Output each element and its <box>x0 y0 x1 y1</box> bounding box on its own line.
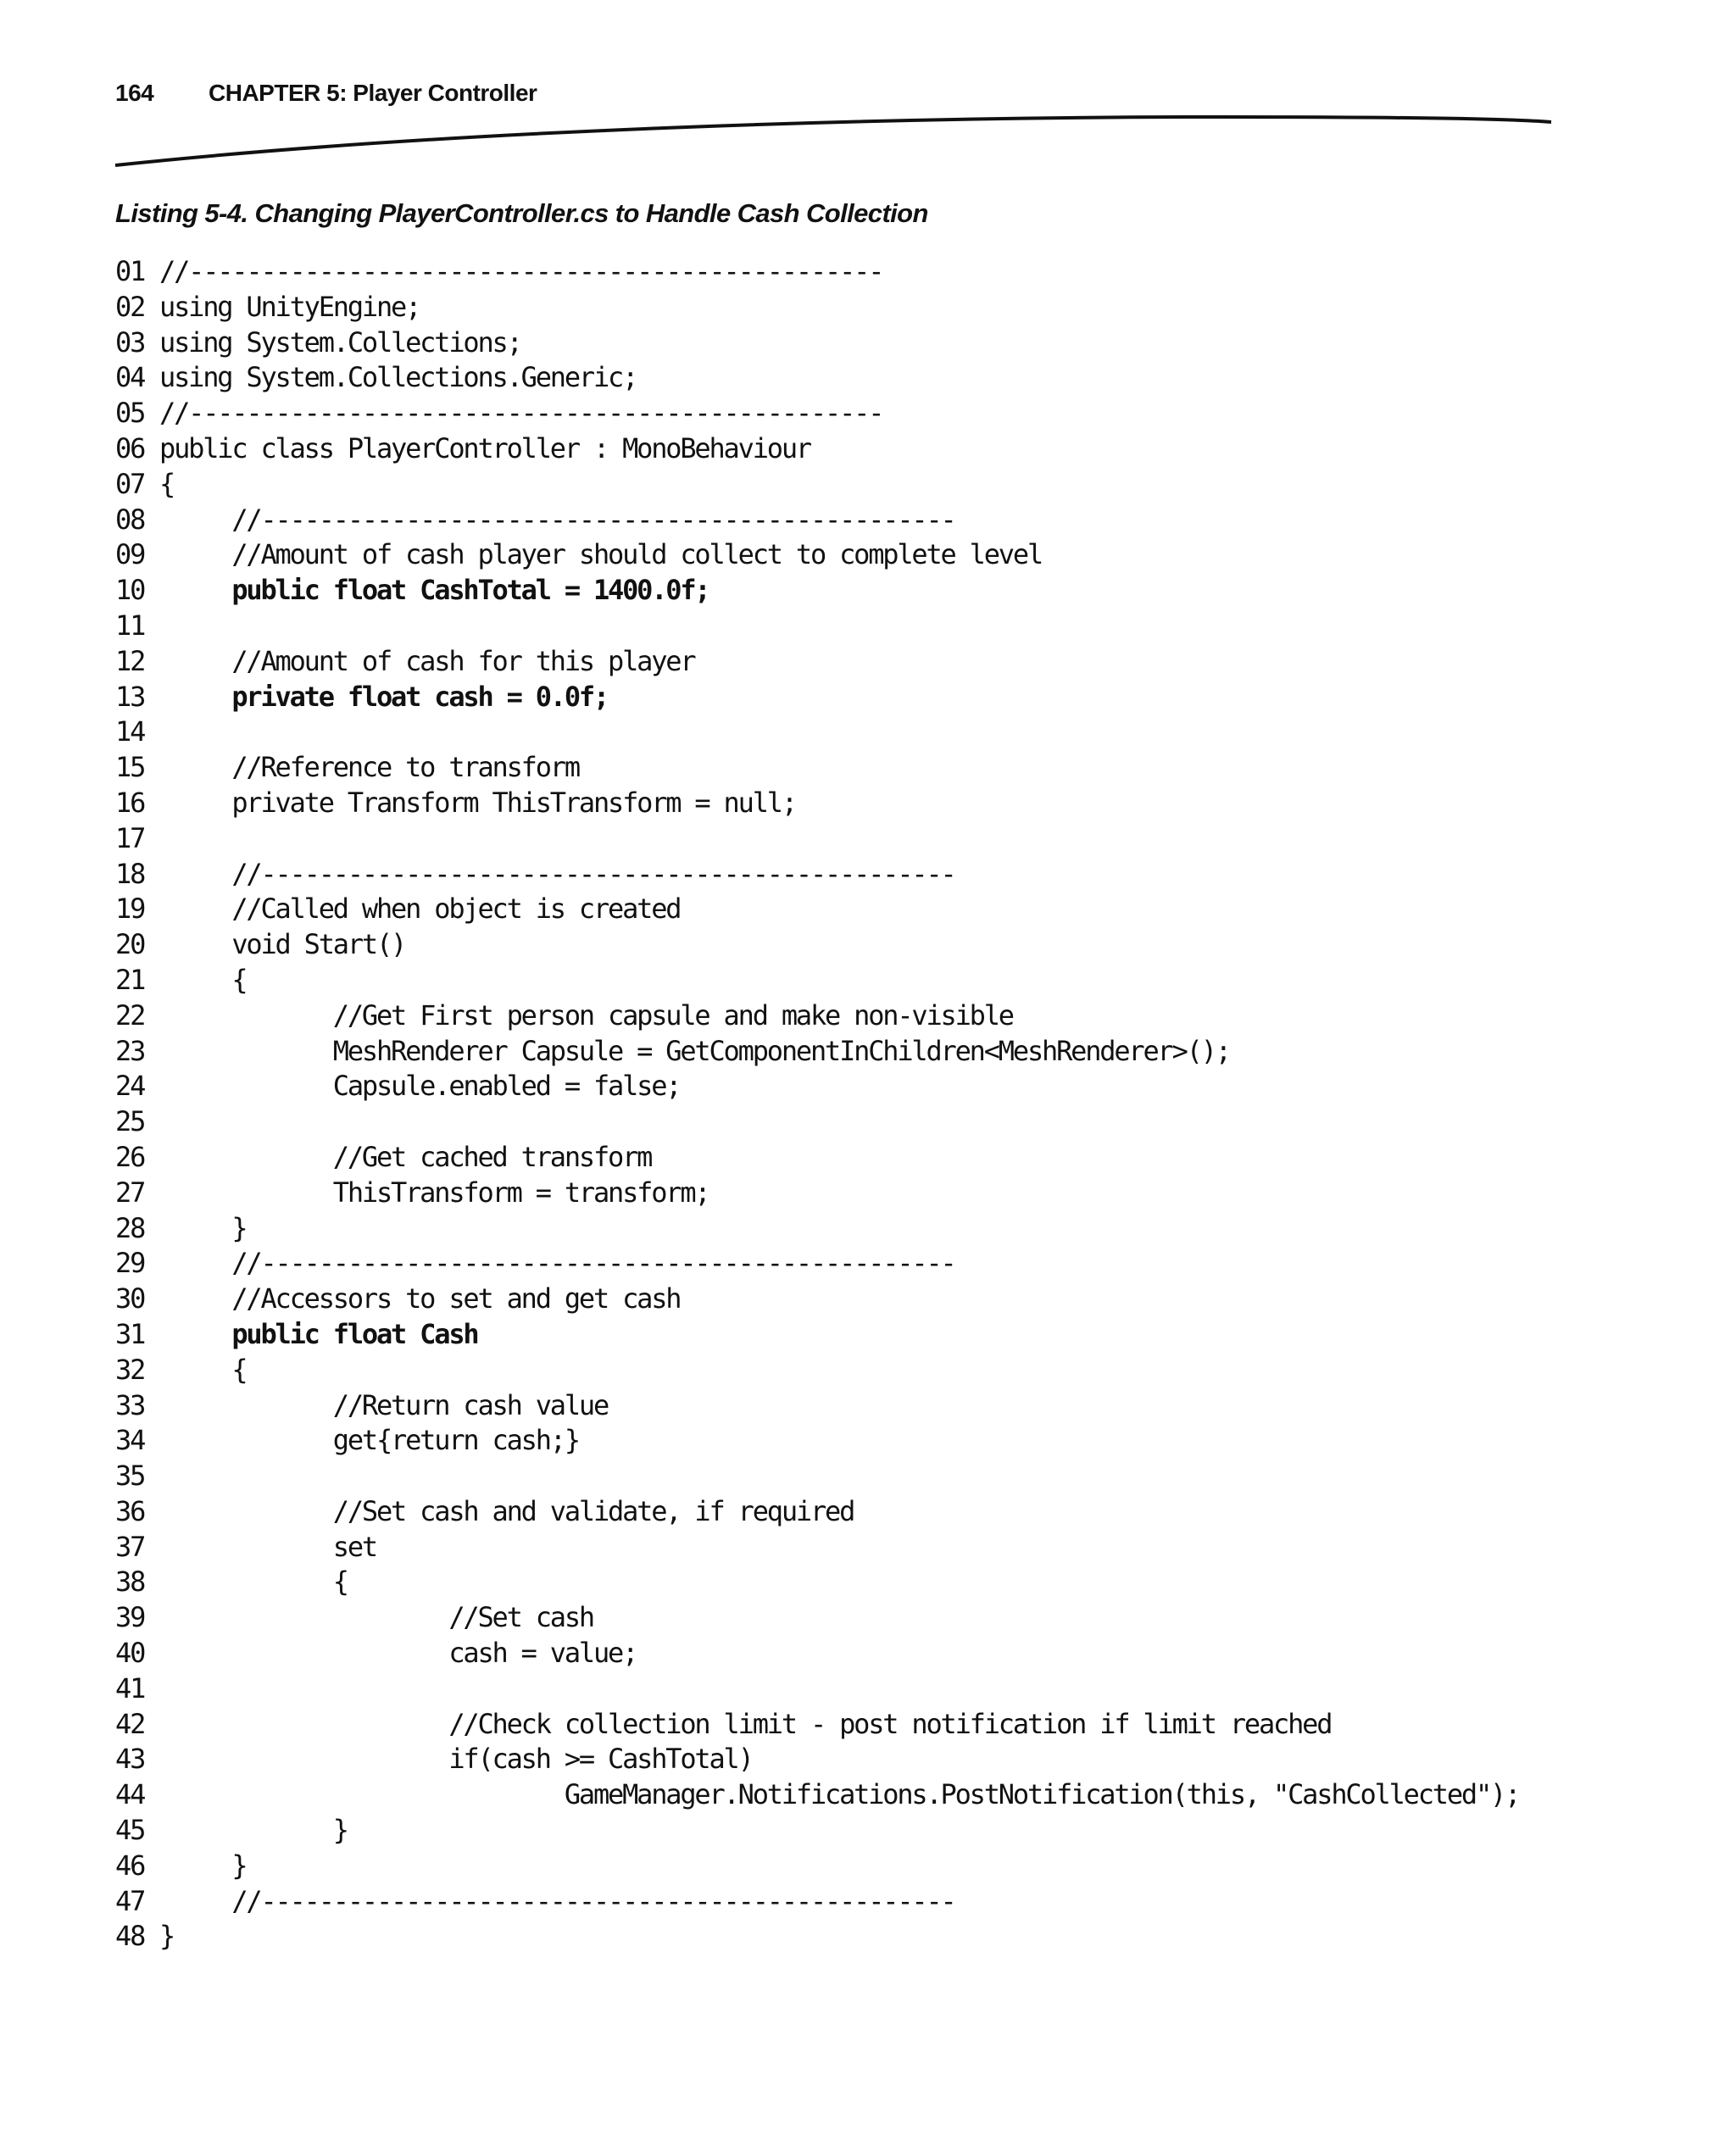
code-line <box>115 821 1709 857</box>
line-number: 12 <box>115 644 145 677</box>
code-text: //------------------------------------------------ <box>159 503 955 536</box>
code-text: //Accessors to set and get cash <box>159 1282 681 1315</box>
code-text: private float cash = 0.0f; <box>159 680 609 713</box>
code-line <box>115 963 1709 998</box>
code-text: { <box>159 467 175 500</box>
code-line <box>115 1777 1709 1813</box>
line-number: 27 <box>115 1176 145 1209</box>
line-number: 41 <box>115 1671 145 1704</box>
line-number: 11 <box>115 609 145 642</box>
code-text: //Reference to transform <box>159 751 579 784</box>
code-line <box>115 1919 1709 1955</box>
line-number: 01 <box>115 255 145 287</box>
code-text: { <box>159 963 247 996</box>
line-number: 08 <box>115 503 145 536</box>
code-text: set <box>159 1530 376 1563</box>
code-text: //Amount of cash for this player <box>159 644 695 677</box>
code-text: //Amount of cash player should collect to complete level <box>159 538 1043 571</box>
code-line <box>115 644 1709 680</box>
code-text: public float CashTotal = 1400.0f; <box>159 574 709 607</box>
code-line <box>115 750 1709 786</box>
line-number: 16 <box>115 786 145 819</box>
line-number: 44 <box>115 1778 145 1811</box>
code-line <box>115 537 1709 573</box>
line-number: 34 <box>115 1424 145 1457</box>
code-line <box>115 1600 1709 1636</box>
line-number: 22 <box>115 998 145 1032</box>
line-number: 20 <box>115 928 145 961</box>
code-line <box>115 1104 1709 1140</box>
code-text: using System.Collections; <box>159 325 521 359</box>
code-text: if(cash >= CashTotal) <box>159 1743 753 1776</box>
code-text: Capsule.enabled = false; <box>159 1070 681 1103</box>
code-text: public float Cash <box>159 1317 478 1350</box>
code-line <box>115 1636 1709 1671</box>
line-number: 21 <box>115 963 145 996</box>
line-number: 02 <box>115 290 145 323</box>
code-text: //Called when object is created <box>159 893 681 926</box>
code-line <box>115 1884 1709 1920</box>
code-line <box>115 1034 1709 1070</box>
line-number: 48 <box>115 1920 145 1953</box>
code-text: //------------------------------------------------ <box>159 1884 955 1917</box>
line-number: 31 <box>115 1317 145 1350</box>
line-number: 06 <box>115 431 145 464</box>
code-text: //Set cash and validate, if required <box>159 1494 854 1527</box>
code-line <box>115 1849 1709 1884</box>
line-number: 09 <box>115 538 145 571</box>
line-number: 40 <box>115 1637 145 1670</box>
code-line <box>115 1317 1709 1353</box>
line-number: 33 <box>115 1388 145 1421</box>
code-text: //Set cash <box>159 1601 593 1634</box>
code-line <box>115 1565 1709 1600</box>
code-line <box>115 1353 1709 1388</box>
code-line <box>115 1530 1709 1565</box>
code-line <box>115 1069 1709 1104</box>
code-text: //------------------------------------------------ <box>159 1247 955 1280</box>
line-number: 03 <box>115 325 145 359</box>
code-line <box>115 254 1709 290</box>
line-number: 32 <box>115 1353 145 1386</box>
code-text: //Check collection limit - post notification if limit reached <box>159 1707 1332 1740</box>
code-line <box>115 1459 1709 1494</box>
code-line <box>115 857 1709 893</box>
code-line <box>115 396 1709 431</box>
code-line <box>115 927 1709 963</box>
code-line <box>115 1742 1709 1777</box>
code-line <box>115 360 1709 396</box>
line-number: 13 <box>115 680 145 713</box>
code-text: //------------------------------------------------ <box>159 397 883 430</box>
line-number: 04 <box>115 361 145 394</box>
code-text: { <box>159 1353 247 1386</box>
code-text: //Get cached transform <box>159 1140 652 1173</box>
code-text: ThisTransform = transform; <box>159 1176 709 1209</box>
code-line <box>115 892 1709 927</box>
line-number: 26 <box>115 1140 145 1173</box>
code-line <box>115 1246 1709 1282</box>
code-line <box>115 573 1709 609</box>
header-rule <box>0 0 1736 220</box>
code-line <box>115 290 1709 325</box>
code-line <box>115 1494 1709 1530</box>
chapter-title: CHAPTER 5: Player Controller <box>209 80 537 106</box>
line-number: 15 <box>115 751 145 784</box>
code-line <box>115 503 1709 538</box>
page-number: 164 <box>115 80 154 106</box>
code-text: } <box>159 1814 348 1847</box>
code-listing <box>115 254 1709 1955</box>
line-number: 39 <box>115 1601 145 1634</box>
code-text: void Start() <box>159 928 406 961</box>
code-line <box>115 325 1709 361</box>
line-number: 30 <box>115 1282 145 1315</box>
code-line <box>115 786 1709 821</box>
code-text: using UnityEngine; <box>159 290 420 323</box>
code-line <box>115 1707 1709 1743</box>
line-number: 47 <box>115 1884 145 1917</box>
line-number: 42 <box>115 1707 145 1740</box>
code-line <box>115 998 1709 1034</box>
line-number: 43 <box>115 1743 145 1776</box>
line-number: 07 <box>115 467 145 500</box>
code-line <box>115 1211 1709 1247</box>
code-text: } <box>159 1849 247 1882</box>
code-text: MeshRenderer Capsule = GetComponentInChildren<MeshRenderer>(); <box>159 1034 1230 1067</box>
code-text: cash = value; <box>159 1637 637 1670</box>
code-line <box>115 680 1709 715</box>
line-number: 38 <box>115 1565 145 1599</box>
code-line <box>115 431 1709 467</box>
listing-caption: Listing 5-4. Changing PlayerController.cs to Handle Cash Collection <box>115 198 928 228</box>
line-number: 29 <box>115 1247 145 1280</box>
line-number: 19 <box>115 893 145 926</box>
code-text: private Transform ThisTransform = null; <box>159 786 796 819</box>
line-number: 17 <box>115 821 145 854</box>
code-line <box>115 1813 1709 1849</box>
line-number: 28 <box>115 1211 145 1244</box>
code-text: using System.Collections.Generic; <box>159 361 637 394</box>
line-number: 25 <box>115 1105 145 1138</box>
code-line <box>115 1176 1709 1211</box>
line-number: 45 <box>115 1814 145 1847</box>
line-number: 05 <box>115 397 145 430</box>
code-text: } <box>159 1211 247 1244</box>
code-line <box>115 467 1709 503</box>
line-number: 36 <box>115 1494 145 1527</box>
code-text: //Return cash value <box>159 1388 609 1421</box>
code-text: public class PlayerController : MonoBehaviour <box>159 431 810 464</box>
code-line <box>115 715 1709 750</box>
line-number: 37 <box>115 1530 145 1563</box>
code-line <box>115 1282 1709 1317</box>
code-line <box>115 1140 1709 1176</box>
line-number: 10 <box>115 574 145 607</box>
code-text: } <box>159 1920 175 1953</box>
code-text: get{return cash;} <box>159 1424 579 1457</box>
code-text: //------------------------------------------------ <box>159 857 955 890</box>
code-line <box>115 1671 1709 1707</box>
line-number: 14 <box>115 715 145 748</box>
code-line <box>115 1388 1709 1424</box>
line-number: 46 <box>115 1849 145 1882</box>
code-text: //------------------------------------------------ <box>159 255 883 287</box>
line-number: 35 <box>115 1460 145 1493</box>
code-line <box>115 609 1709 644</box>
code-text: { <box>159 1565 348 1599</box>
code-text: //Get First person capsule and make non-visible <box>159 998 1013 1032</box>
code-line <box>115 1423 1709 1459</box>
code-text: GameManager.Notifications.PostNotification(this, "CashCollected"); <box>159 1778 1520 1811</box>
line-number: 24 <box>115 1070 145 1103</box>
line-number: 18 <box>115 857 145 890</box>
line-number: 23 <box>115 1034 145 1067</box>
